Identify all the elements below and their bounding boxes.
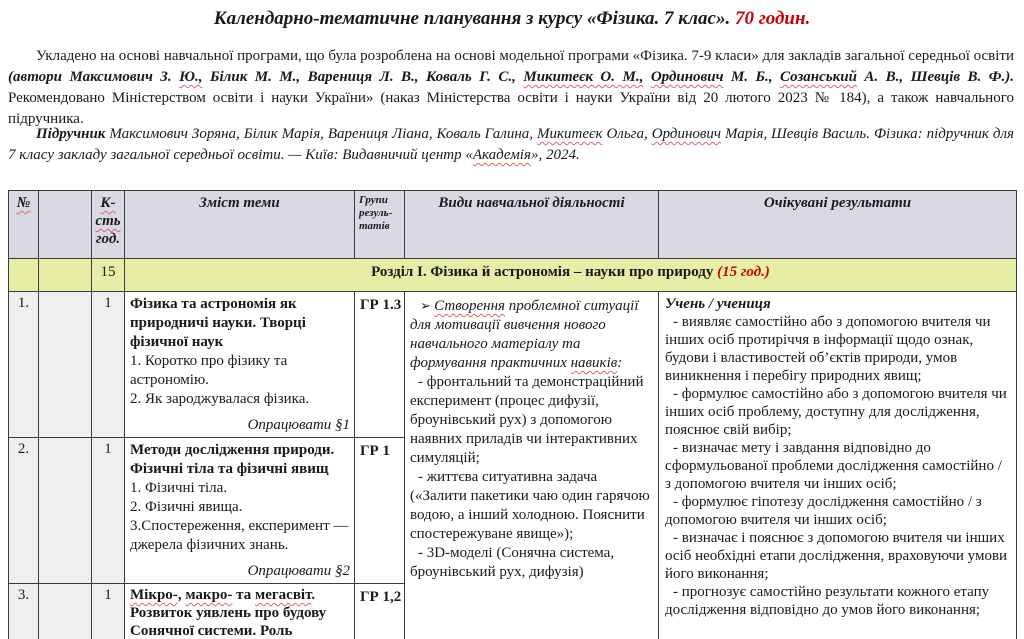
text-segment: № [16, 195, 31, 211]
text-segment: Академія [472, 147, 531, 163]
result-item: - визначає і пояснює з допомогою вчителя чи інших осіб необхідні етапи дослідження, враховуючи умови його виконання; [665, 530, 1008, 582]
topic-cell [125, 292, 355, 438]
topic-cell [125, 438, 355, 584]
text-segment: Ольга, [602, 126, 652, 142]
row-hours-cell: 1 [92, 438, 125, 584]
topic-title [130, 295, 350, 352]
row-hours-cell: 1 [92, 584, 125, 639]
section-blank-cell [39, 259, 92, 292]
activities-intro [410, 296, 654, 373]
textbook-paragraph [8, 124, 1014, 166]
topic-item: 3.Спостереження, експеримент — джерела фізичних знань. [130, 518, 349, 553]
text-segment: Созанський [780, 69, 857, 85]
text-segment: Рекомендовано Міністерством освіти і науки України» (наказ Міністерства освіти і науки України від 20 лютого 2023 № 184), а також навчального підручника. [8, 90, 1014, 127]
text-segment: . Розвиток уявлень про будову Сонячної системи. Роль [130, 587, 327, 639]
row-number-cell: 2. [9, 438, 39, 584]
text-segment: Розділ І. Фізика й астрономія – науки про природу [371, 264, 718, 280]
results-heading: Учень / учениця [665, 296, 771, 312]
text-segment: ➢ [420, 298, 435, 313]
column-header-number [9, 191, 39, 259]
text-segment: мегасвіт [254, 587, 312, 603]
column-header-results: Очікувані результати [659, 191, 1017, 259]
text-segment: (15 год.) [717, 264, 770, 280]
topic-title [130, 586, 350, 639]
topic-cell [125, 584, 355, 639]
text-segment: Створення [434, 298, 506, 314]
homework-note: Опрацювати §1 [247, 417, 350, 433]
column-header-activities: Види навчальної діяльності [405, 191, 659, 259]
activities-cell [405, 292, 659, 639]
homework-note: Опрацювати §2 [247, 563, 350, 579]
column-header-blank [39, 191, 92, 259]
table-header-row [9, 191, 1017, 259]
text-segment: Білик М. М., Варениця Л. В., Коваль Г. С., [202, 69, 524, 85]
text-segment: Укладено на основі навчальної програми, що була розроблена на основі модельної програми «Фізика. 7-9 класи» для закладів загальної середньої освіти [36, 48, 1014, 64]
activity-item: - життєва ситуативна задача («Залити пакетики чаю один гарячою водою, а інший холодною. Пояснити спостережуване явище»); [410, 469, 650, 542]
text-segment: проблемної ситуації для мотивації вивчення нового навчального матеріалу та формування практичних [410, 298, 639, 371]
text-segment: М. Б., [723, 69, 781, 85]
row-date-cell [39, 438, 92, 584]
topic-item: 2. Фізичні явища. [130, 499, 243, 515]
section-title-cell [125, 259, 1017, 292]
text-segment: Шевців В. Ф.). [910, 69, 1015, 85]
groups-cell: ГР 1.3 [355, 292, 405, 438]
activity-item: - фронтальний та демонстраційний експеримент (процес дифузії, броунівський рух) з допомогою наявних приладів чи інтерактивних симуляцій; [410, 374, 644, 466]
text-segment: навиків [570, 355, 618, 371]
text-segment: та [232, 587, 255, 603]
text-segment: Ординович [650, 69, 724, 85]
text-segment: Фізика та астрономія як природничі науки. Творці фізичної наук [130, 296, 306, 350]
topic-title [130, 441, 350, 479]
result-item: - визначає мету і завдання відповідно до сформульованої проблеми дослідження самостійно / з допомогою вчителя чи інших осіб; [665, 440, 1002, 492]
intro-paragraph [8, 46, 1014, 130]
groups-cell: ГР 1,2 [355, 584, 405, 639]
row-hours-cell: 1 [92, 292, 125, 438]
text-segment: , [177, 587, 186, 603]
text-segment: 70 годин. [734, 8, 811, 29]
topic-item: 1. Коротко про фізику та астрономію. [130, 353, 288, 388]
result-item: - прогнозує самостійно результати кожного етапу дослідження відповідно до умов його виконання; [665, 584, 990, 618]
topic-item: 1. Фізичні тіла. [130, 480, 228, 496]
results-cell [659, 292, 1017, 639]
text-segment: А. В., [856, 69, 911, 85]
page-title [0, 7, 1024, 30]
section-blank-cell [9, 259, 39, 292]
row-number-cell: 1. [9, 292, 39, 438]
text-segment: Мікро- [130, 587, 178, 603]
text-segment: Микитеєк О. М., [523, 69, 644, 85]
text-segment: », 2024. [530, 147, 580, 163]
text-segment: Ординович [651, 126, 722, 142]
table-row [9, 292, 1017, 438]
text-segment: К-сть [95, 195, 121, 229]
text-segment: Календарно-тематичне планування з курсу «Фізика. 7 клас». [213, 8, 735, 29]
row-date-cell [39, 292, 92, 438]
groups-cell: ГР 1 [355, 438, 405, 584]
text-segment: год. [95, 231, 121, 247]
row-date-cell [39, 584, 92, 639]
column-header-groups: Групи резуль-татів [355, 191, 405, 259]
row-number-cell: 3. [9, 584, 39, 639]
text-segment: макро- [185, 587, 233, 603]
topic-item: 2. Як зароджувалася фізика. [130, 391, 310, 407]
text-segment [643, 69, 650, 85]
text-segment: Микитеєк [536, 126, 603, 142]
result-item: - формулює самостійно або з допомогою вчителя чи інших осіб проблему, доступну для дослідження, пояснює свій вибір; [665, 386, 1007, 438]
section-row [9, 259, 1017, 292]
text-segment: Підручник [36, 126, 106, 142]
text-segment: Максимович Зоряна, Білик Марія, Варениця Ліана, Коваль Галина, [105, 126, 537, 142]
column-header-hours [92, 191, 125, 259]
text-segment: (автори Максимович З. [8, 69, 180, 85]
result-item: - виявляє самостійно або з допомогою вчителя чи інших осіб протиріччя в інформації щодо ознак, будови і властивостей об’єктів природи, умов виникнення і перебігу природних явищ; [665, 314, 991, 384]
planning-table [8, 190, 1017, 639]
column-header-topic: Зміст теми [125, 191, 355, 259]
result-item: - формулює гіпотезу дослідження самостійно / з допомогою вчителя чи інших осіб; [665, 494, 982, 528]
text-segment: Ю., [179, 69, 203, 85]
text-segment: : [617, 355, 623, 371]
text-segment: Методи дослідження природи. Фізичні тіла та фізичні явищ [130, 442, 335, 477]
section-hours-cell: 15 [92, 259, 125, 292]
text-segment: Марія, Шевців Василь. Фізика: підручник для 7 класу закладу загальної середньої освіти. — Київ: Видавничий центр « [8, 126, 1014, 163]
activity-item: - 3D-моделі (Сонячна система, броунівський рух, дифузія) [410, 545, 615, 580]
